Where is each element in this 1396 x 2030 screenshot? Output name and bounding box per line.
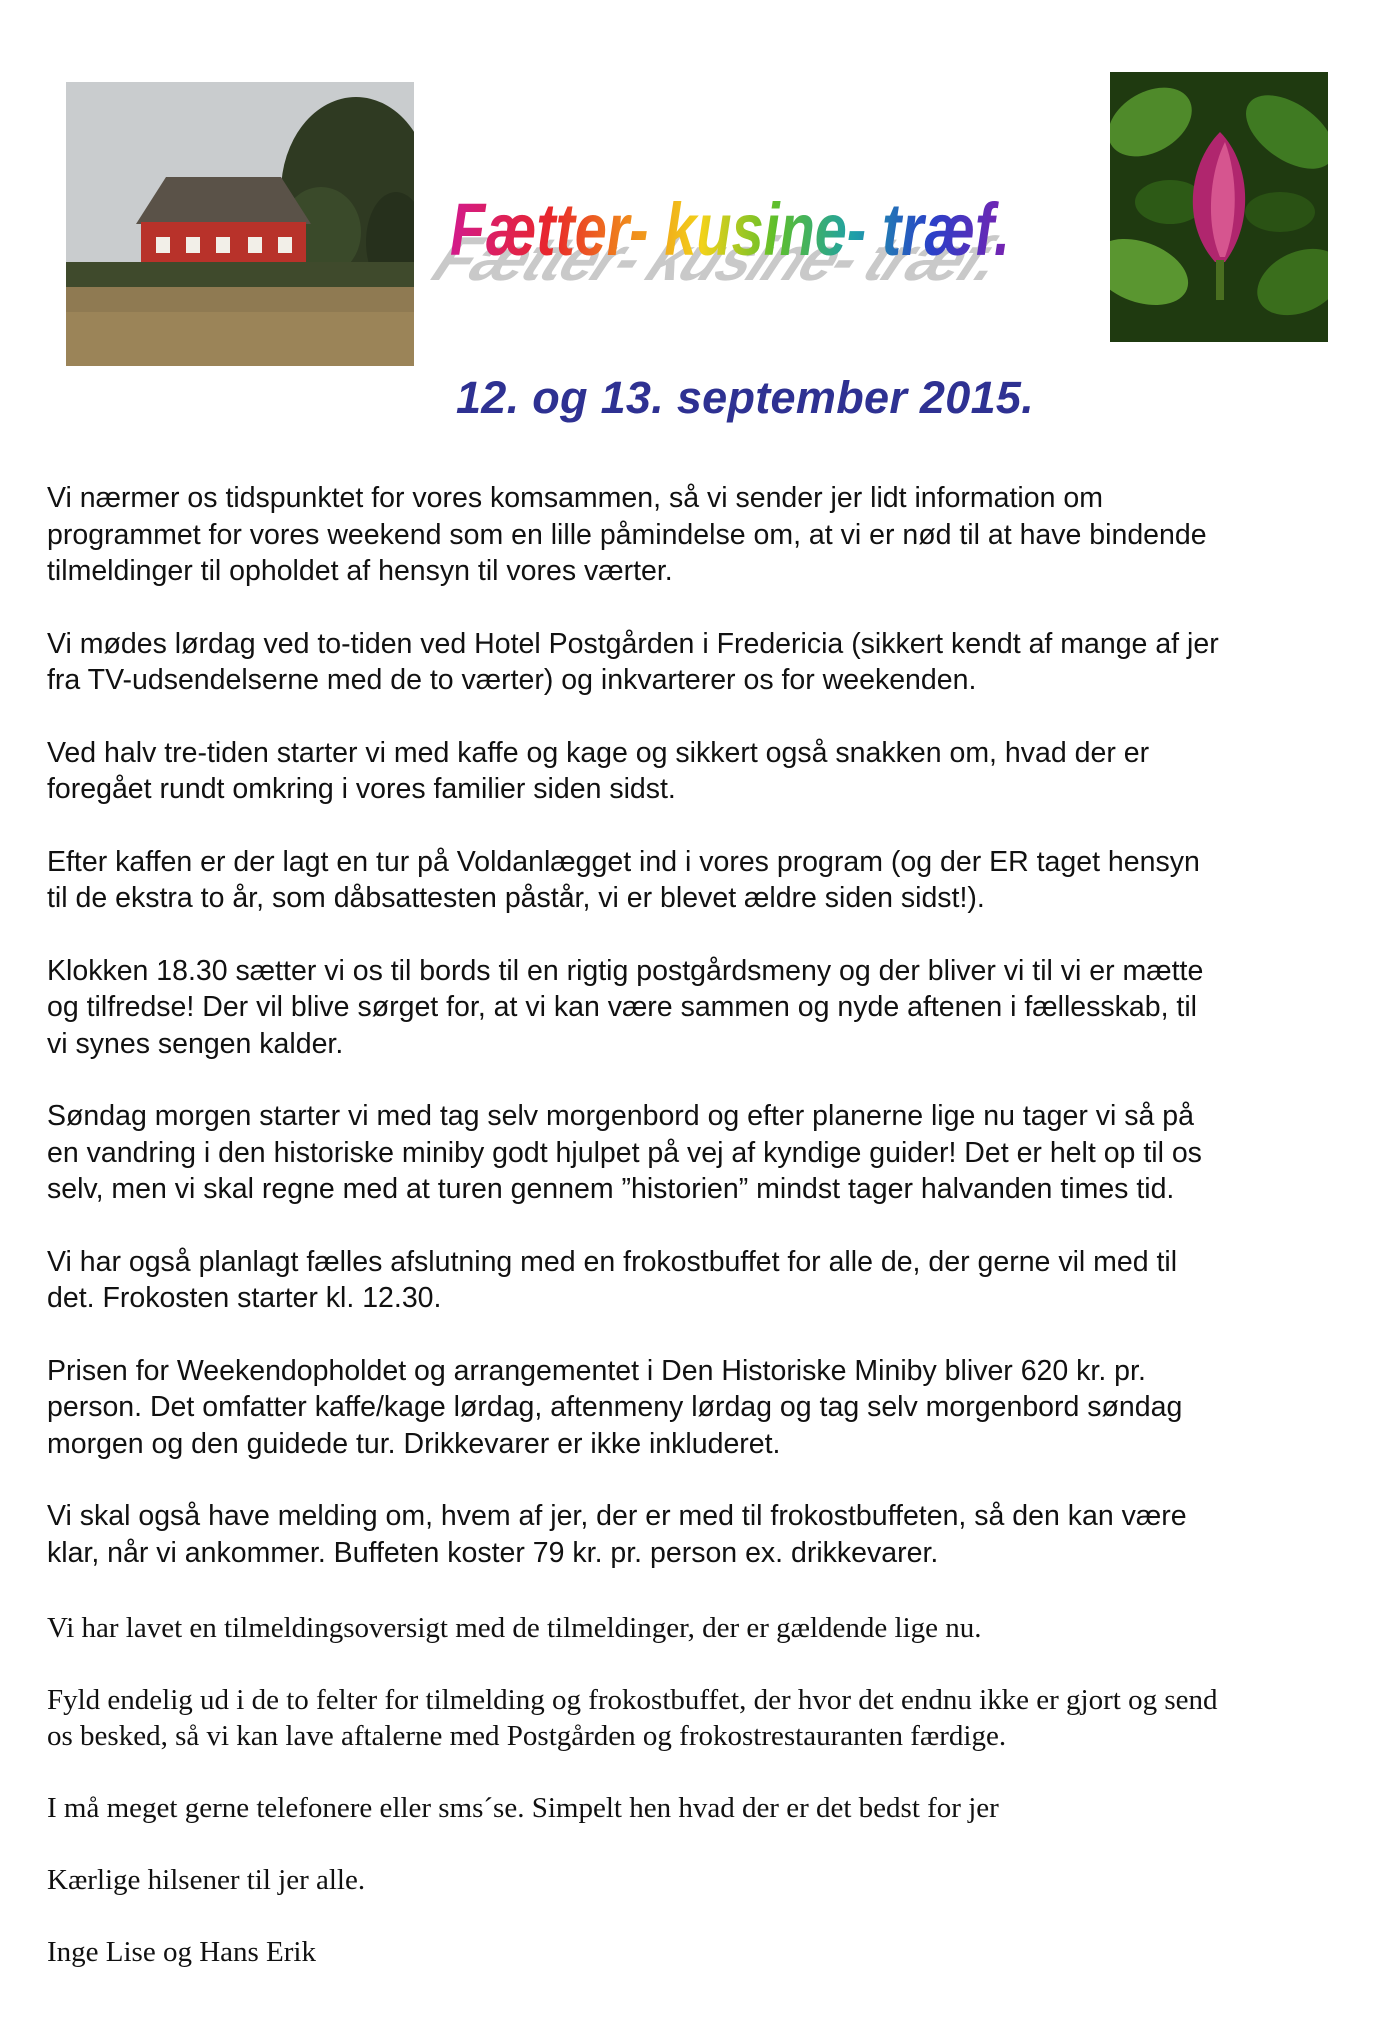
wordart-title [425, 160, 1055, 310]
paragraph-intro: Vi nærmer os tidspunktet for vores komsammen, så vi sender jer lidt information om programmet for vores weekend som en lille påmindelse om, at vi er nød til at have bindende tilmeldinger til opholdet af hensyn til vores værter. [47, 482, 1207, 587]
signature: Inge Lise og Hans Erik [47, 1936, 316, 1968]
paragraph-greeting: Kærlige hilsener til jer alle. [47, 1864, 366, 1896]
paragraph-walk: Efter kaffen er der lagt en tur på Voldanlægget ind i vores program (og der ER taget hensyn til de ekstra to år, som dåbsattesten påstår, vi er blevet ældre siden sidst!). [47, 845, 1200, 914]
letter-closing [47, 1610, 1367, 1970]
paragraph-dinner: Klokken 18.30 sætter vi os til bords til en rigtig postgårdsmeny og der bliver vi til vi er mætte og tilfredse! Der vil blive sørget for, at vi kan være sammen og nyde aftenen i fællesskab, til vi synes sengen kalder. [47, 954, 1204, 1060]
paragraph-overview: Vi har lavet en tilmeldingsoversigt med de tilmeldinger, der er gældende lige nu. [47, 1612, 982, 1644]
paragraph-sunday: Søndag morgen starter vi med tag selv morgenbord og efter planerne lige nu tager vi så på en vandring i den historiske miniby godt hjulpet på vej af kyndige guider! Det er helt op til os selv, men vi skal regne med at turen gennem ”historien” mindst tager halvanden times tid. [47, 1100, 1202, 1205]
magnolia-photo [1110, 72, 1328, 342]
paragraph-meeting: Vi mødes lørdag ved to-tiden ved Hotel Postgården i Fredericia (sikkert kendt af mange af jer fra TV-udsendelserne med de to værter) og inkvarterer os for weekenden. [47, 627, 1219, 696]
paragraph-price: Prisen for Weekendopholdet og arrangementet i Den Historiske Miniby bliver 620 kr. pr. person. Det omfatter kaffe/kage lørdag, aftenmeny lørdag og tag selv morgenbord søndag morgen og den guidede tur. Drikkevarer er ikke inkluderet. [47, 1354, 1183, 1460]
wordart-shadow: Fætter- kusine- træf. [425, 223, 1016, 294]
wordart-text: Fætter- kusine- træf. [450, 188, 1010, 271]
letter-body [47, 480, 1367, 1607]
paragraph-fill-in: Fyld endelig ud i de to felter for tilmelding og frokostbuffet, der hvor det endnu ikke er gjort og send os besked, så vi kan lave aftalerne med Postgården og frokostrestauranten færdige. [47, 1684, 1218, 1752]
paragraph-lunch: Vi har også planlagt fælles afslutning med en frokostbuffet for alle de, der gerne vil med til det. Frokosten starter kl. 12.30. [47, 1245, 1178, 1314]
event-date-heading: 12. og 13. september 2015. [455, 372, 1035, 423]
paragraph-contact: I må meget gerne telefonere eller sms´se. Simpelt hen hvad der er det bedst for jer [47, 1792, 999, 1824]
paragraph-coffee: Ved halv tre-tiden starter vi med kaffe og kage og sikkert også snakken om, hvad der er foregået rundt omkring i vores familier siden sidst. [47, 736, 1150, 805]
house-photo [66, 82, 414, 366]
paragraph-buffet: Vi skal også have melding om, hvem af jer, der er med til frokostbuffeten, så den kan være klar, når vi ankommer. Buffeten koster 79 kr. pr. person ex. drikkevarer. [47, 1500, 1187, 1569]
